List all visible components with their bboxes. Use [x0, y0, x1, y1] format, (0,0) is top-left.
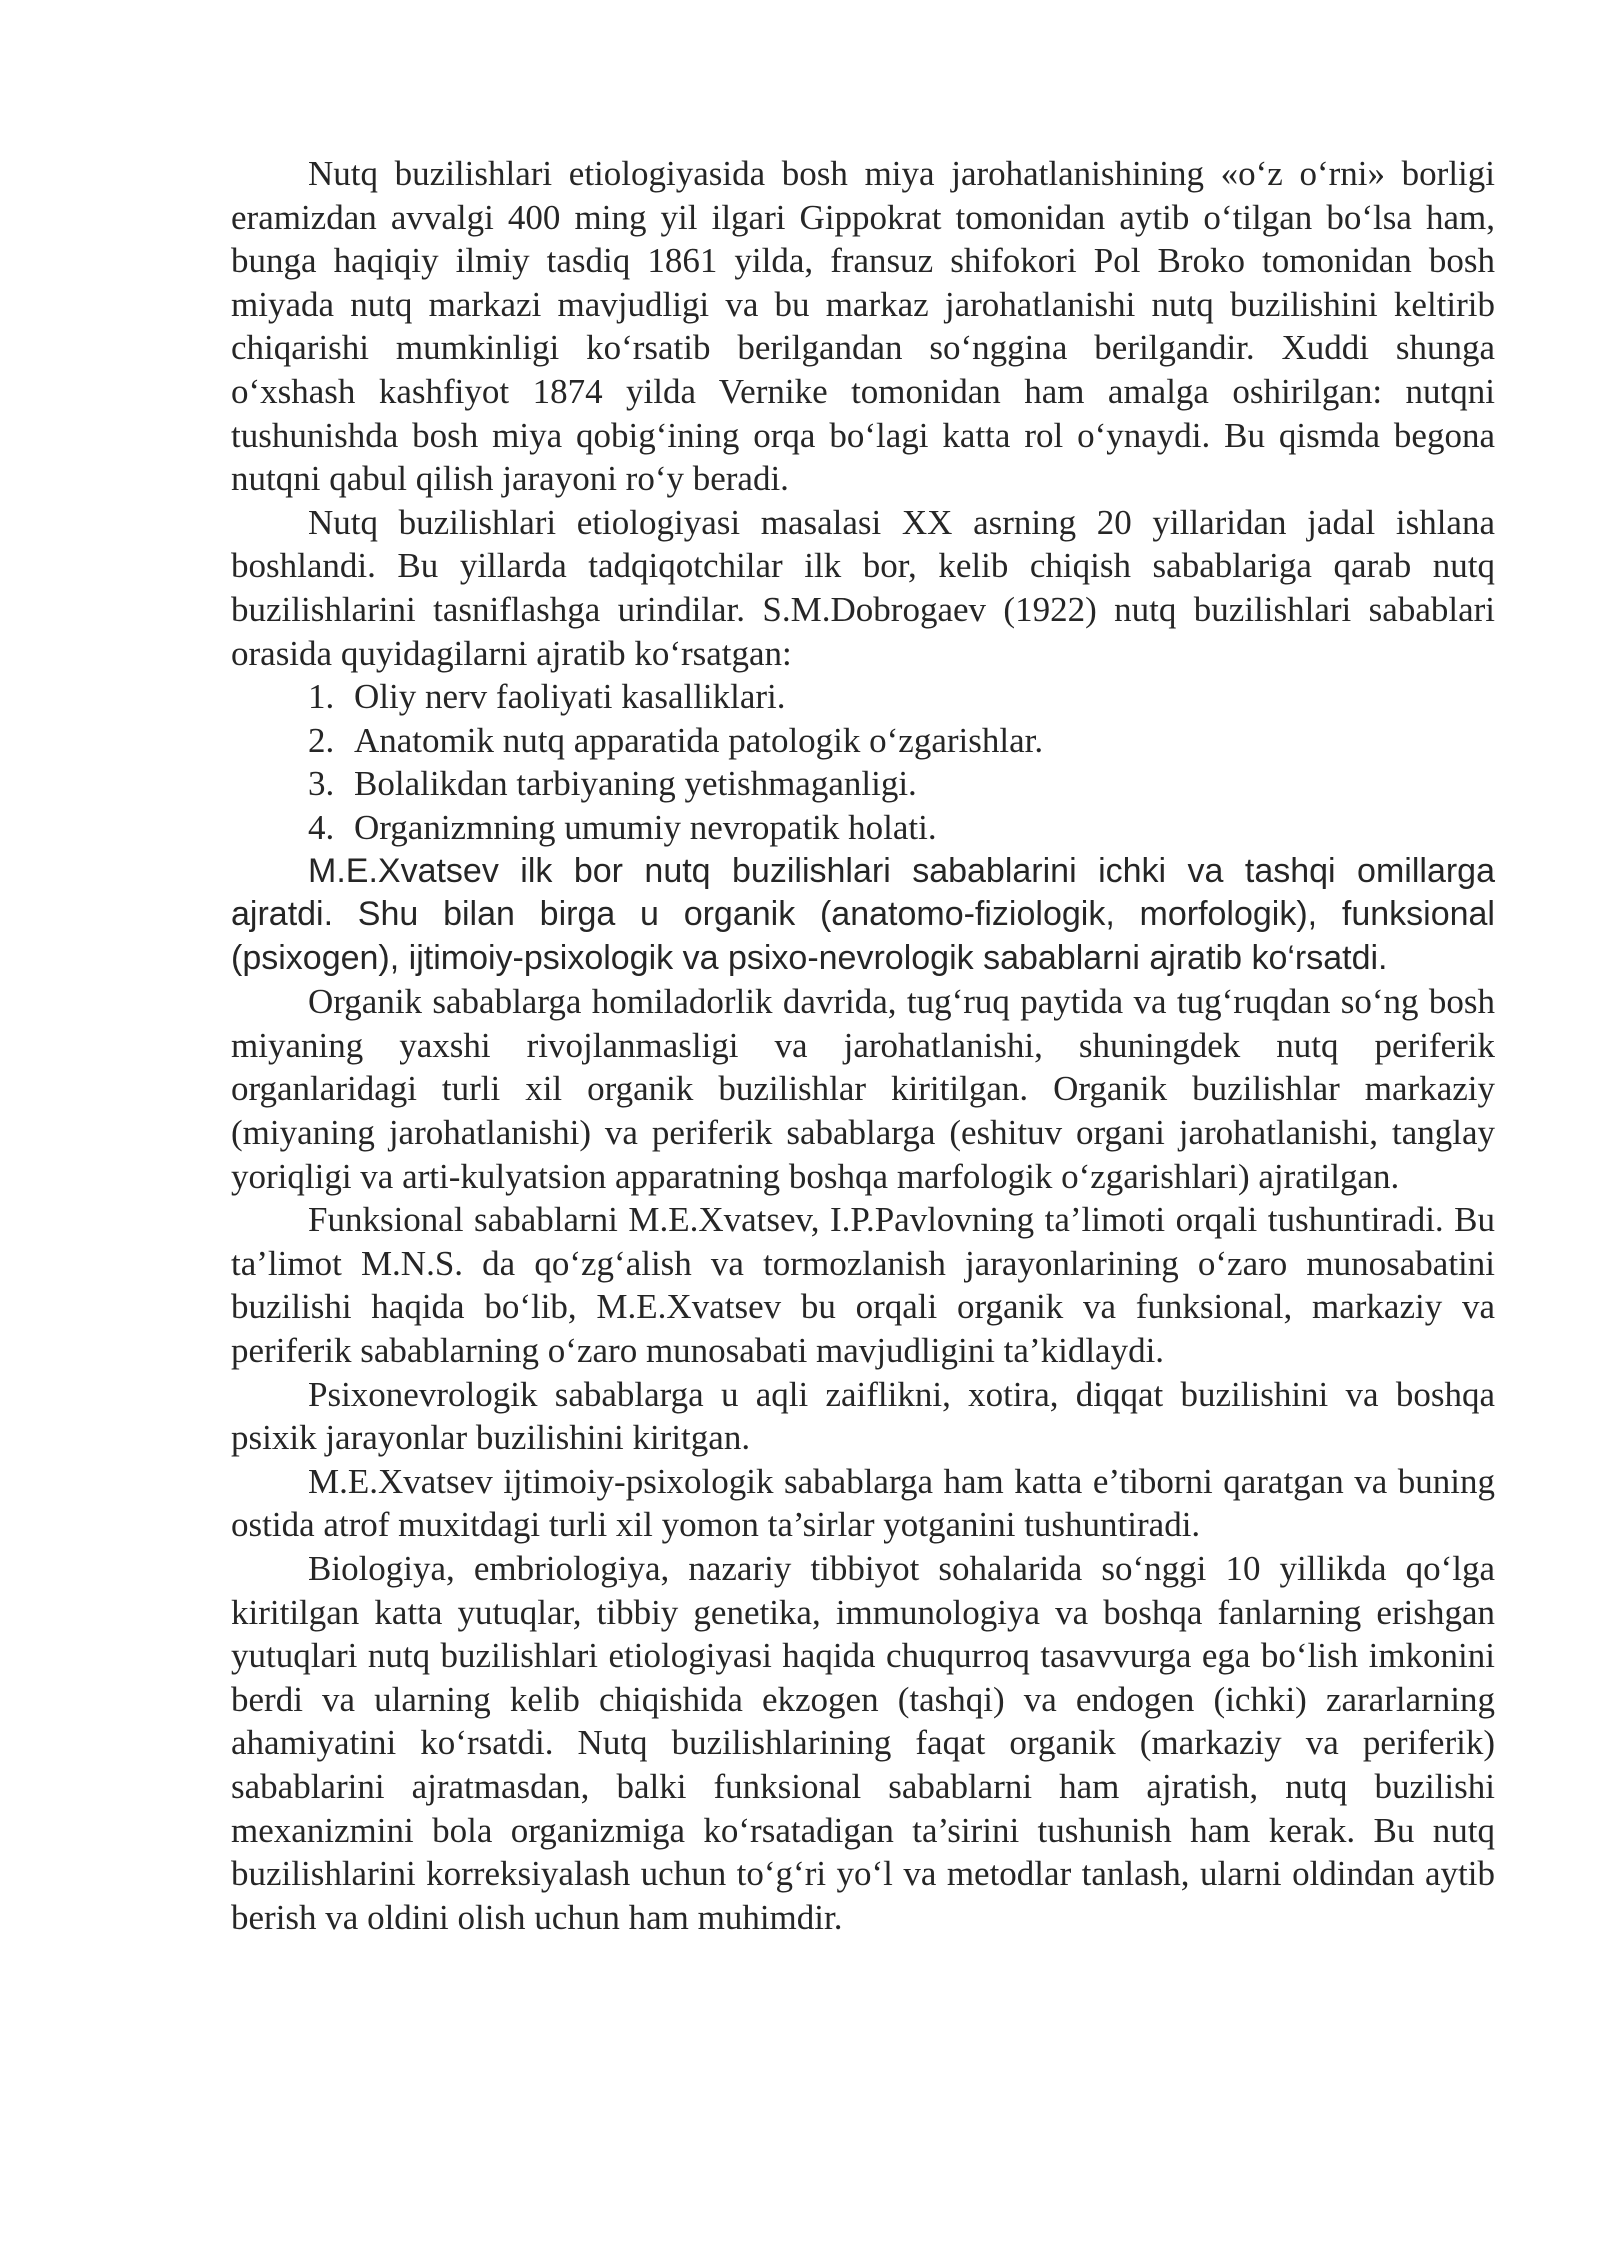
list-item [231, 675, 1495, 719]
list-item [231, 719, 1495, 763]
list-item-text: Anatomik nutq apparatida patologik o‘zgarishlar. [354, 720, 1044, 760]
list-item-number: 2. [308, 720, 335, 760]
paragraph-xvatsev-classification: M.E.Xvatsev ilk bor nutq buzilishlari sabablarini ichki va tashqi omillarga ajratdi. Shu bilan birga u organik (anatomo-fiziologik, morfologik), funksional (psixogen), ijtimoiy-psixologik va psixo-nevrologik sabablarni ajratib ko‘rsatdi. [231, 851, 1495, 977]
list-item-text: Oliy nerv faoliyati kasalliklari. [354, 677, 786, 717]
paragraph-dobrogaev: Nutq buzilishlari etiologiyasi masalasi XX asrning 20 yillaridan jadal ishlana boshlandi. Bu yillarda tadqiqotchilar ilk bor, kelib chiqish sabablariga qarab nutq buzilishlarini tasniflashga urindilar. S.M.Dobrogaev (1922) nutq buzilishlari sabablari orasida quyidagilarni ajratib ko‘rsatgan: [231, 502, 1495, 673]
paragraph-modern-research: Biologiya, embriologiya, nazariy tibbiyot sohalarida so‘nggi 10 yillikda qo‘lga kiritilgan katta yutuqlar, tibbiy genetika, immunologiya va boshqa fanlarning erishgan yutuqlari nutq buzilishlari etiologiyasi haqida chuqurroq tasavvurga ega bo‘lish imkonini berdi va ularning kelib chiqishida ekzogen (tashqi) va endogen (ichki) zararlarning ahamiyatini ko‘rsatdi. Nutq buzilishlarining faqat organik (markaziy va periferik) sabablarini ajratmasdan, balki funksional sabablarni ham ajratish, nutq buzilishi mexanizmini bola organizmiga ko‘rsatadigan ta’sirini tushunish ham kerak. Bu nutq buzilishlarini korreksiyalash uchun to‘g‘ri yo‘l va metodlar tanlash, ularni oldindan aytib berish va oldini olish uchun ham muhimdir. [231, 1549, 1495, 1937]
document-page [231, 152, 1495, 1939]
list-item-text: Bolalikdan tarbiyaning yetishmaganligi. [354, 764, 917, 804]
paragraph-social-psychological-causes: M.E.Xvatsev ijtimoiy-psixologik sabablarga ham katta e’tiborni qaratgan va buning ostida atrof muxitdagi turli xil yomon ta’sirlar yotganini tushuntiradi. [231, 1461, 1495, 1545]
list-item-number: 4. [308, 807, 335, 847]
causes-list [231, 675, 1495, 849]
paragraph-psychoneurological-causes: Psixonevrologik sabablarga u aqli zaiflikni, xotira, diqqat buzilishini va boshqa psixik jarayonlar buzilishini kiritgan. [231, 1374, 1495, 1458]
list-item-number: 3. [308, 764, 335, 804]
paragraph-broca-vernike: Nutq buzilishlari etiologiyasida bosh miya jarohatlanishining «o‘z o‘rni» borligi eramizdan avvalgi 400 ming yil ilgari Gippokrat tomonidan aytib o‘tilgan bo‘lsa ham, bunga haqiqiy ilmiy tasdiq 1861 yilda, fransuz shifokori Pol Broko tomonidan bosh miyada nutq markazi mavjudligi va bu markaz jarohatlanishi nutq buzilishini keltirib chiqarishi mumkinligi ko‘rsatib berilgandan so‘nggina berilgandir. Xuddi shunga o‘xshash kashfiyot 1874 yilda Vernike tomonidan ham amalga oshirilgan: nutqni tushunishda bosh miya qobig‘ining orqa bo‘lagi katta rol o‘ynaydi. Bu qismda begona nutqni qabul qilish jarayoni ro‘y beradi. [231, 154, 1495, 499]
list-item [231, 762, 1495, 806]
paragraph-organic-causes: Organik sabablarga homiladorlik davrida, tug‘ruq paytida va tug‘ruqdan so‘ng bosh miyaning yaxshi rivojlanmasligi va jarohatlanishi, shuningdek nutq periferik organlaridagi turli xil organik buzilishlar kiritilgan. Organik buzilishlar markaziy (miyaning jarohatlanishi) va periferik sabablarga (eshituv organi jarohatlanishi, tanglay yoriqligi va arti-kulyatsion apparatning boshqa marfologik o‘zgarishlari) ajratilgan. [231, 982, 1495, 1196]
paragraph-functional-causes: Funksional sabablarni M.E.Xvatsev, I.P.Pavlovning ta’limoti orqali tushuntiradi. Bu ta’limot M.N.S. da qo‘zg‘alish va tormozlanish jarayonlarining o‘zaro munosabatini buzilishi haqida bo‘lib, M.E.Xvatsev bu orqali organik va funksional, markaziy va periferik sabablarning o‘zaro munosabati mavjudligini ta’kidlaydi. [231, 1200, 1495, 1371]
list-item-text: Organizmning umumiy nevropatik holati. [354, 807, 937, 847]
list-item [231, 806, 1495, 850]
list-item-number: 1. [308, 677, 335, 717]
